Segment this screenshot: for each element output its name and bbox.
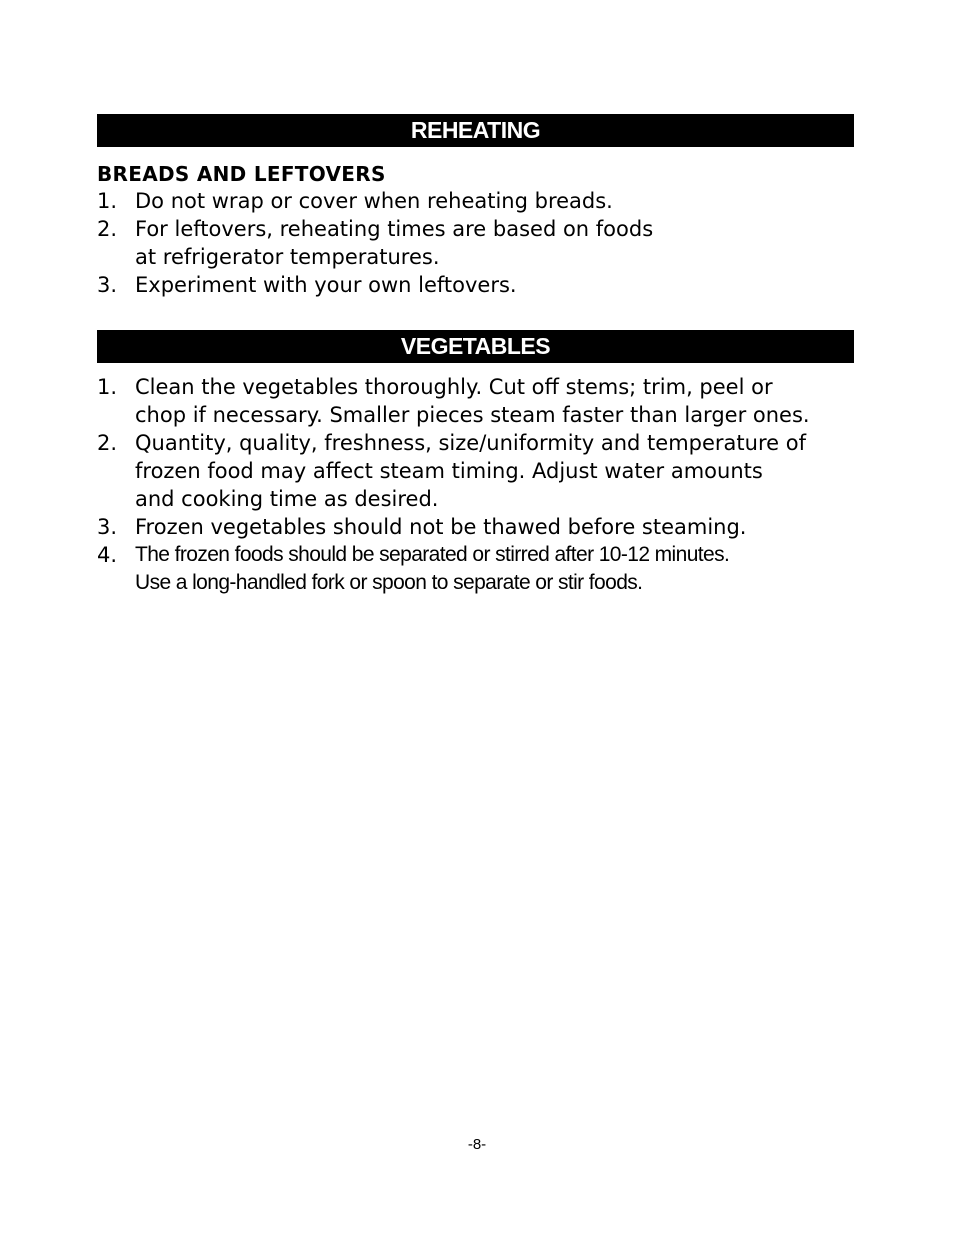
list-number: 3.: [97, 515, 118, 539]
reheating-list: [97, 187, 854, 299]
vegetables-list: [97, 373, 854, 597]
list-number: 3.: [97, 273, 118, 297]
reheating-heading: REHEATING: [97, 114, 854, 147]
list-text: [135, 373, 854, 429]
list-text: [135, 429, 854, 513]
list-text: [135, 271, 854, 299]
list-number: 2.: [97, 217, 118, 241]
text-line: For leftovers, reheating times are based on foods: [135, 217, 654, 241]
list-number: 1.: [97, 375, 118, 399]
vegetables-heading: VEGETABLES: [97, 330, 854, 363]
list-text: [135, 541, 854, 597]
manual-page: [97, 114, 854, 597]
text-line: frozen food may affect steam timing. Adjust water amounts: [135, 459, 763, 483]
text-line: Experiment with your own leftovers.: [135, 273, 517, 297]
list-number: 1.: [97, 189, 118, 213]
list-item: [97, 215, 854, 271]
text-line: Frozen vegetables should not be thawed before steaming.: [135, 515, 747, 539]
text-line: Use a long-handled fork or spoon to separate or stir foods.: [135, 571, 643, 594]
list-item: [97, 541, 854, 597]
text-line: and cooking time as desired.: [135, 487, 439, 511]
text-line: Quantity, quality, freshness, size/uniformity and temperature of: [135, 431, 806, 455]
text-line: at refrigerator temperatures.: [135, 245, 440, 269]
list-item: [97, 513, 854, 541]
list-item: [97, 373, 854, 429]
text-line: Do not wrap or cover when reheating breads.: [135, 189, 613, 213]
list-number: 2.: [97, 431, 118, 455]
text-line: The frozen foods should be separated or stirred after 10-12 minutes.: [135, 543, 730, 566]
list-text: [135, 215, 854, 271]
page-number: -8-: [467, 1136, 487, 1153]
list-text: [135, 187, 854, 215]
list-number: 4.: [97, 543, 118, 567]
list-item: [97, 429, 854, 513]
list-item: [97, 271, 854, 299]
text-line: Clean the vegetables thoroughly. Cut off stems; trim, peel or: [135, 375, 773, 399]
list-text: [135, 513, 854, 541]
list-item: [97, 187, 854, 215]
text-line: chop if necessary. Smaller pieces steam faster than larger ones.: [135, 403, 810, 427]
breads-and-leftovers-subheading: BREADS AND LEFTOVERS: [97, 162, 386, 186]
